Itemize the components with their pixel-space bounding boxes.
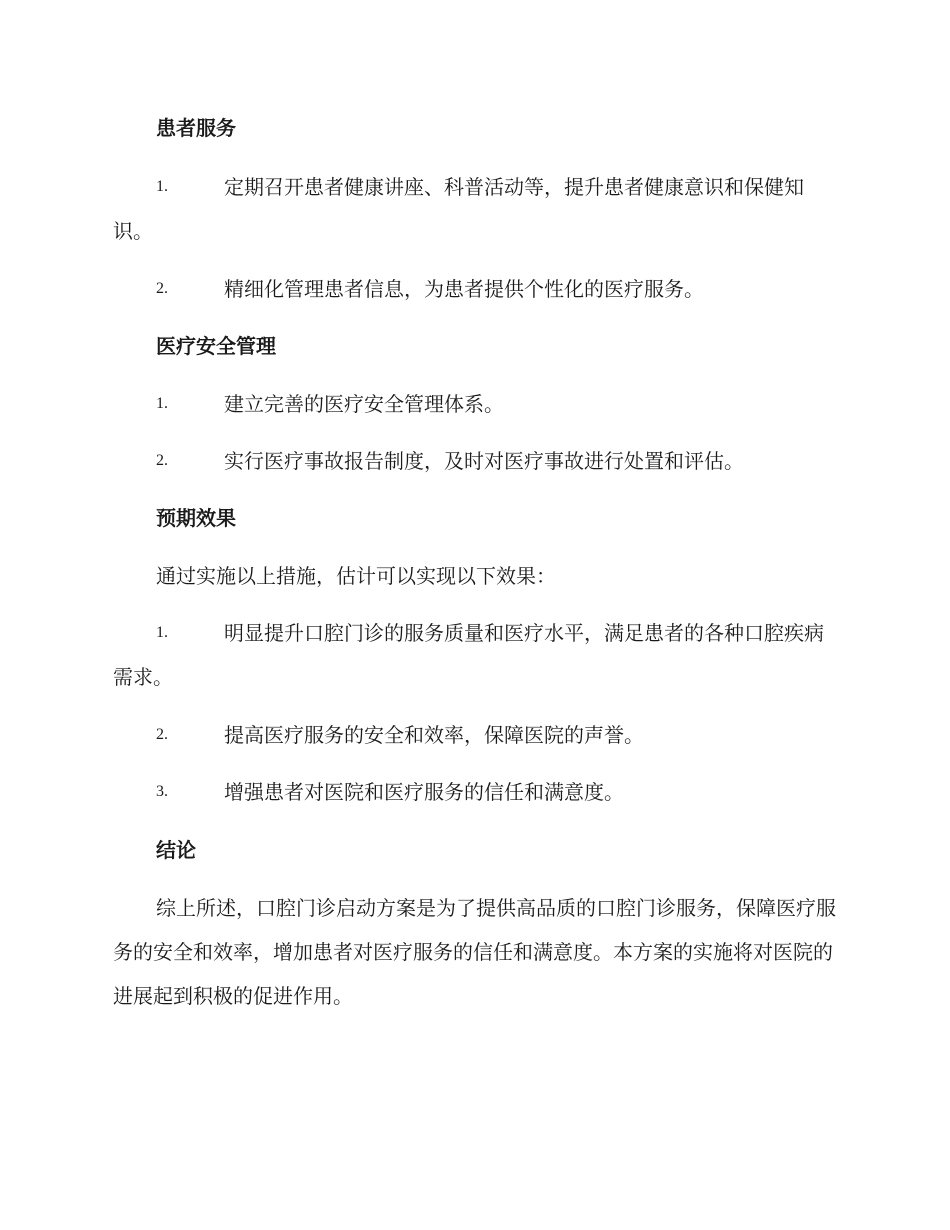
list-item-text: 实行医疗事故报告制度，及时对医疗事故进行处置和评估。 [224, 449, 744, 473]
list-item-text: 定期召开患者健康讲座、科普活动等，提升患者健康意识和保健知识。 [113, 175, 804, 243]
list-item [113, 770, 837, 814]
section-heading-conclusion: 结论 [156, 838, 196, 862]
list-number: 2. [156, 726, 168, 743]
section-heading-safety: 医疗安全管理 [156, 334, 276, 358]
list-number: 1. [156, 395, 168, 412]
list-item-text: 提高医疗服务的安全和效率，保障医院的声誉。 [224, 723, 644, 747]
list-number: 1. [156, 624, 168, 641]
section-heading-expected: 预期效果 [156, 506, 236, 530]
list-number: 2. [156, 452, 168, 469]
list-number: 2. [156, 280, 168, 297]
list-item-text: 增强患者对医院和医疗服务的信任和满意度。 [224, 780, 624, 804]
list-item [113, 611, 837, 699]
list-item [113, 267, 837, 311]
intro-paragraph: 通过实施以上措施，估计可以实现以下效果： [156, 564, 556, 588]
list-item-text: 明显提升口腔门诊的服务质量和医疗水平，满足患者的各种口腔疾病需求。 [113, 621, 824, 689]
list-item [113, 439, 837, 483]
section-heading-patient-service: 患者服务 [156, 116, 236, 140]
list-item [113, 713, 837, 757]
list-item-text: 精细化管理患者信息，为患者提供个性化的医疗服务。 [224, 277, 704, 301]
list-item [113, 382, 837, 426]
list-item [113, 165, 837, 253]
list-number: 1. [156, 178, 168, 195]
list-number: 3. [156, 783, 168, 800]
conclusion-paragraph: 综上所述，口腔门诊启动方案是为了提供高品质的口腔门诊服务，保障医疗服务的安全和效率，增加患者对医疗服务的信任和满意度。本方案的实施将对医院的进展起到积极的促进作用。 [113, 896, 836, 1008]
list-item-text: 建立完善的医疗安全管理体系。 [224, 392, 504, 416]
